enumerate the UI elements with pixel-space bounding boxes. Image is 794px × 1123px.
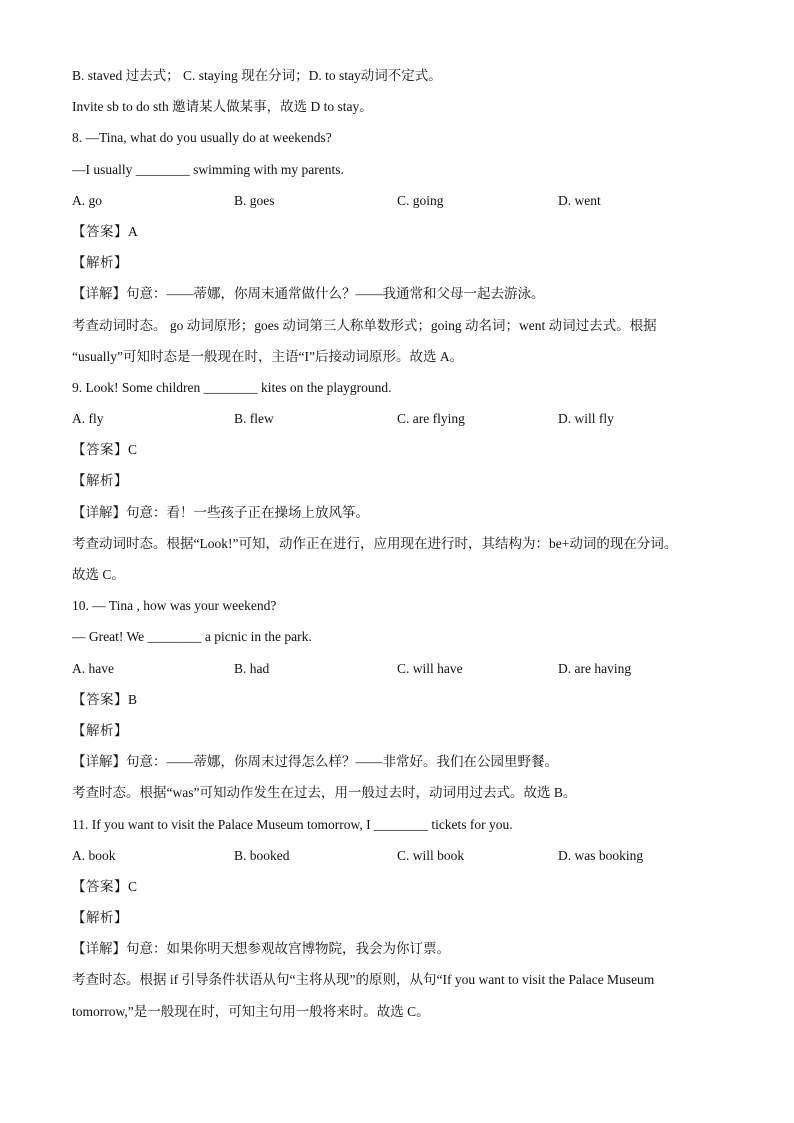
- option-d: D. will fly: [558, 411, 614, 427]
- question-stem: — Great! We ________ a picnic in the park.: [72, 629, 312, 645]
- detail-line: 【详解】句意：——蒂娜，你周末过得怎么样？——非常好。我们在公园里野餐。: [72, 754, 558, 770]
- analysis-label: 【解析】: [72, 910, 128, 926]
- question-stem: —I usually ________ swimming with my parents.: [72, 161, 344, 177]
- option-a: A. book: [72, 847, 116, 863]
- option-a: A. fly: [72, 411, 104, 427]
- question-stem: 9. Look! Some children ________ kites on the playground.: [72, 379, 392, 395]
- detail-line: tomorrow,”是一般现在时，可知主句用一般将来时。故选 C。: [72, 1003, 430, 1019]
- option-c: C. will book: [397, 847, 465, 863]
- answer-label: 【答案】B: [72, 691, 138, 707]
- analysis-label: 【解析】: [72, 722, 128, 738]
- answer-label: 【答案】C: [72, 878, 138, 894]
- answer-label: 【答案】C: [72, 442, 138, 458]
- question-stem: 10. — Tina , how was your weekend?: [72, 598, 277, 614]
- analysis-label: 【解析】: [72, 255, 128, 271]
- intro-line: Invite sb to do sth 邀请某人做某事，故选 D to stay。: [72, 99, 373, 115]
- option-c: C. are flying: [397, 411, 465, 427]
- detail-line: 【详解】句意：如果你明天想参观故宫博物院，我会为你订票。: [72, 941, 450, 957]
- option-d: D. went: [558, 192, 601, 208]
- detail-line: “usually”可知时态是一般现在时，主语“I”后接动词原形。故选 A。: [72, 348, 464, 364]
- detail-line: 考查动词时态。 go 动词原形；goes 动词第三人称单数形式；going 动名词；went 动词过去式。根据: [72, 317, 657, 333]
- option-a: A. go: [72, 192, 102, 208]
- option-row: [72, 189, 732, 220]
- detail-line: 考查时态。根据“was”可知动作发生在过去，用一般过去时，动词用过去式。故选 B。: [72, 785, 577, 801]
- detail-line: 考查时态。根据 if 引导条件状语从句“主将从现”的原则，从句“If you want to visit the Palace Museum: [72, 972, 655, 988]
- option-row: [72, 657, 732, 688]
- question-stem: 8. —Tina, what do you usually do at weekends?: [72, 130, 332, 146]
- detail-line: 【详解】句意：看！一些孩子正在操场上放风筝。: [72, 504, 369, 520]
- document-page: [72, 64, 732, 1031]
- question-10: [72, 594, 732, 812]
- question-8: [72, 126, 732, 376]
- detail-line: 考查动词时态。根据“Look!”可知，动作正在进行，应用现在进行时，其结构为：be+动词的现在分词。: [72, 535, 678, 551]
- analysis-label: 【解析】: [72, 473, 128, 489]
- detail-line: 【详解】句意：——蒂娜，你周末通常做什么？——我通常和父母一起去游泳。: [72, 286, 545, 302]
- intro-line: B. staved 过去式； C. staying 现在分词；D. to stay动词不定式。: [72, 68, 442, 83]
- option-b: B. goes: [234, 192, 275, 208]
- option-a: A. have: [72, 660, 114, 676]
- detail-line: 故选 C。: [72, 567, 125, 582]
- question-9: [72, 376, 732, 594]
- question-11: [72, 813, 732, 1031]
- option-b: B. had: [234, 660, 270, 676]
- option-c: C. will have: [397, 660, 463, 676]
- option-b: B. booked: [234, 847, 290, 863]
- option-row: [72, 407, 732, 438]
- option-d: D. are having: [558, 660, 632, 676]
- question-stem: 11. If you want to visit the Palace Museum tomorrow, I ________ tickets for you.: [72, 816, 513, 832]
- option-c: C. going: [397, 192, 444, 208]
- option-d: D. was booking: [558, 847, 644, 863]
- option-b: B. flew: [234, 411, 274, 427]
- answer-label: 【答案】A: [72, 223, 139, 239]
- option-row: [72, 844, 732, 875]
